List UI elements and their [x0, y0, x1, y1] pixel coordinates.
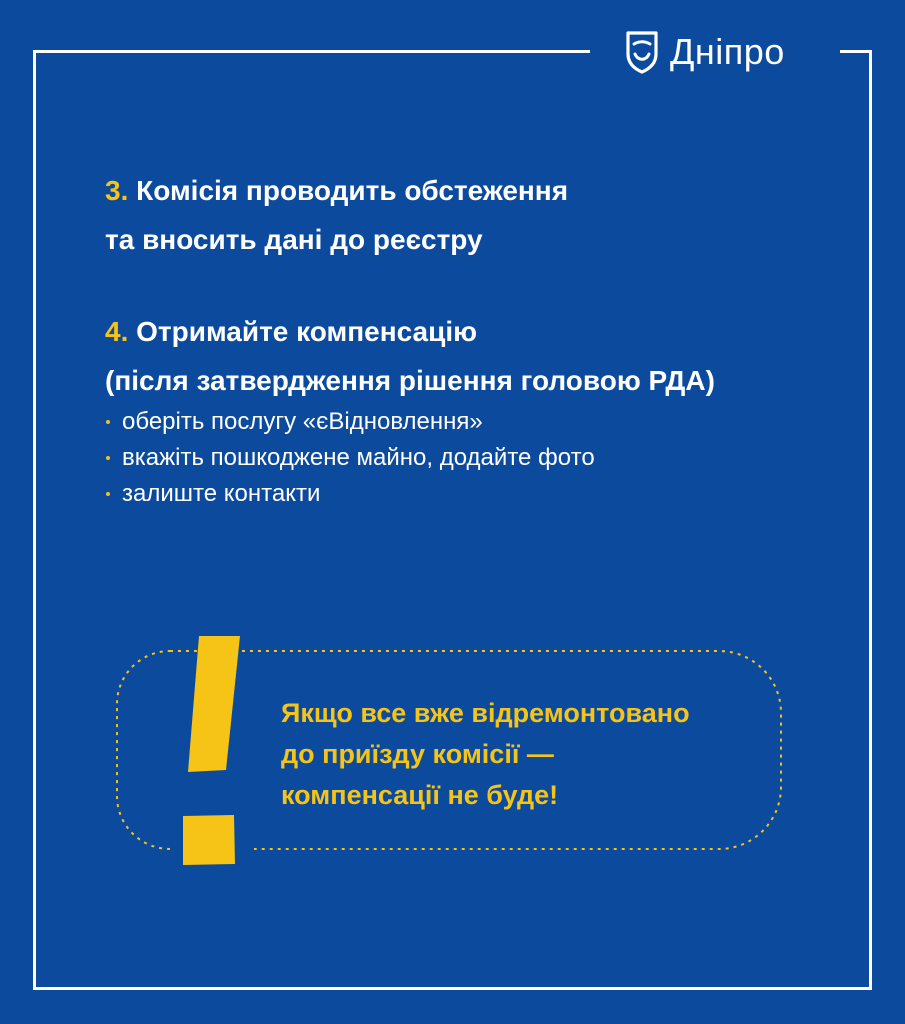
warning-line-1: Якщо все вже відремонтовано — [281, 698, 690, 728]
warning-line-2: до приїзду комісії — — [281, 739, 554, 769]
step-3-number: 3. — [105, 175, 129, 206]
warning-line-3: компенсації не буде! — [281, 780, 559, 810]
step-3-line-2: та вносить дані до реєстру — [105, 224, 483, 255]
warning-text — [281, 693, 690, 816]
bullet-text: вкажіть пошкоджене майно, додайте фото — [122, 444, 595, 471]
bullet-text: залиште контакти — [122, 480, 321, 507]
exclamation-mark-icon — [183, 636, 240, 865]
step-4-text-1: Отримайте компенсацію — [136, 316, 478, 347]
logo-text: Дніпро — [670, 31, 785, 72]
step-4-line-2: (після затвердження рішення головою РДА) — [105, 365, 715, 396]
step-4-number: 4. — [105, 316, 129, 347]
bullet-text: оберіть послугу «єВідновлення» — [122, 408, 483, 435]
step-3-text-1: Комісія проводить обстеження — [136, 175, 569, 206]
